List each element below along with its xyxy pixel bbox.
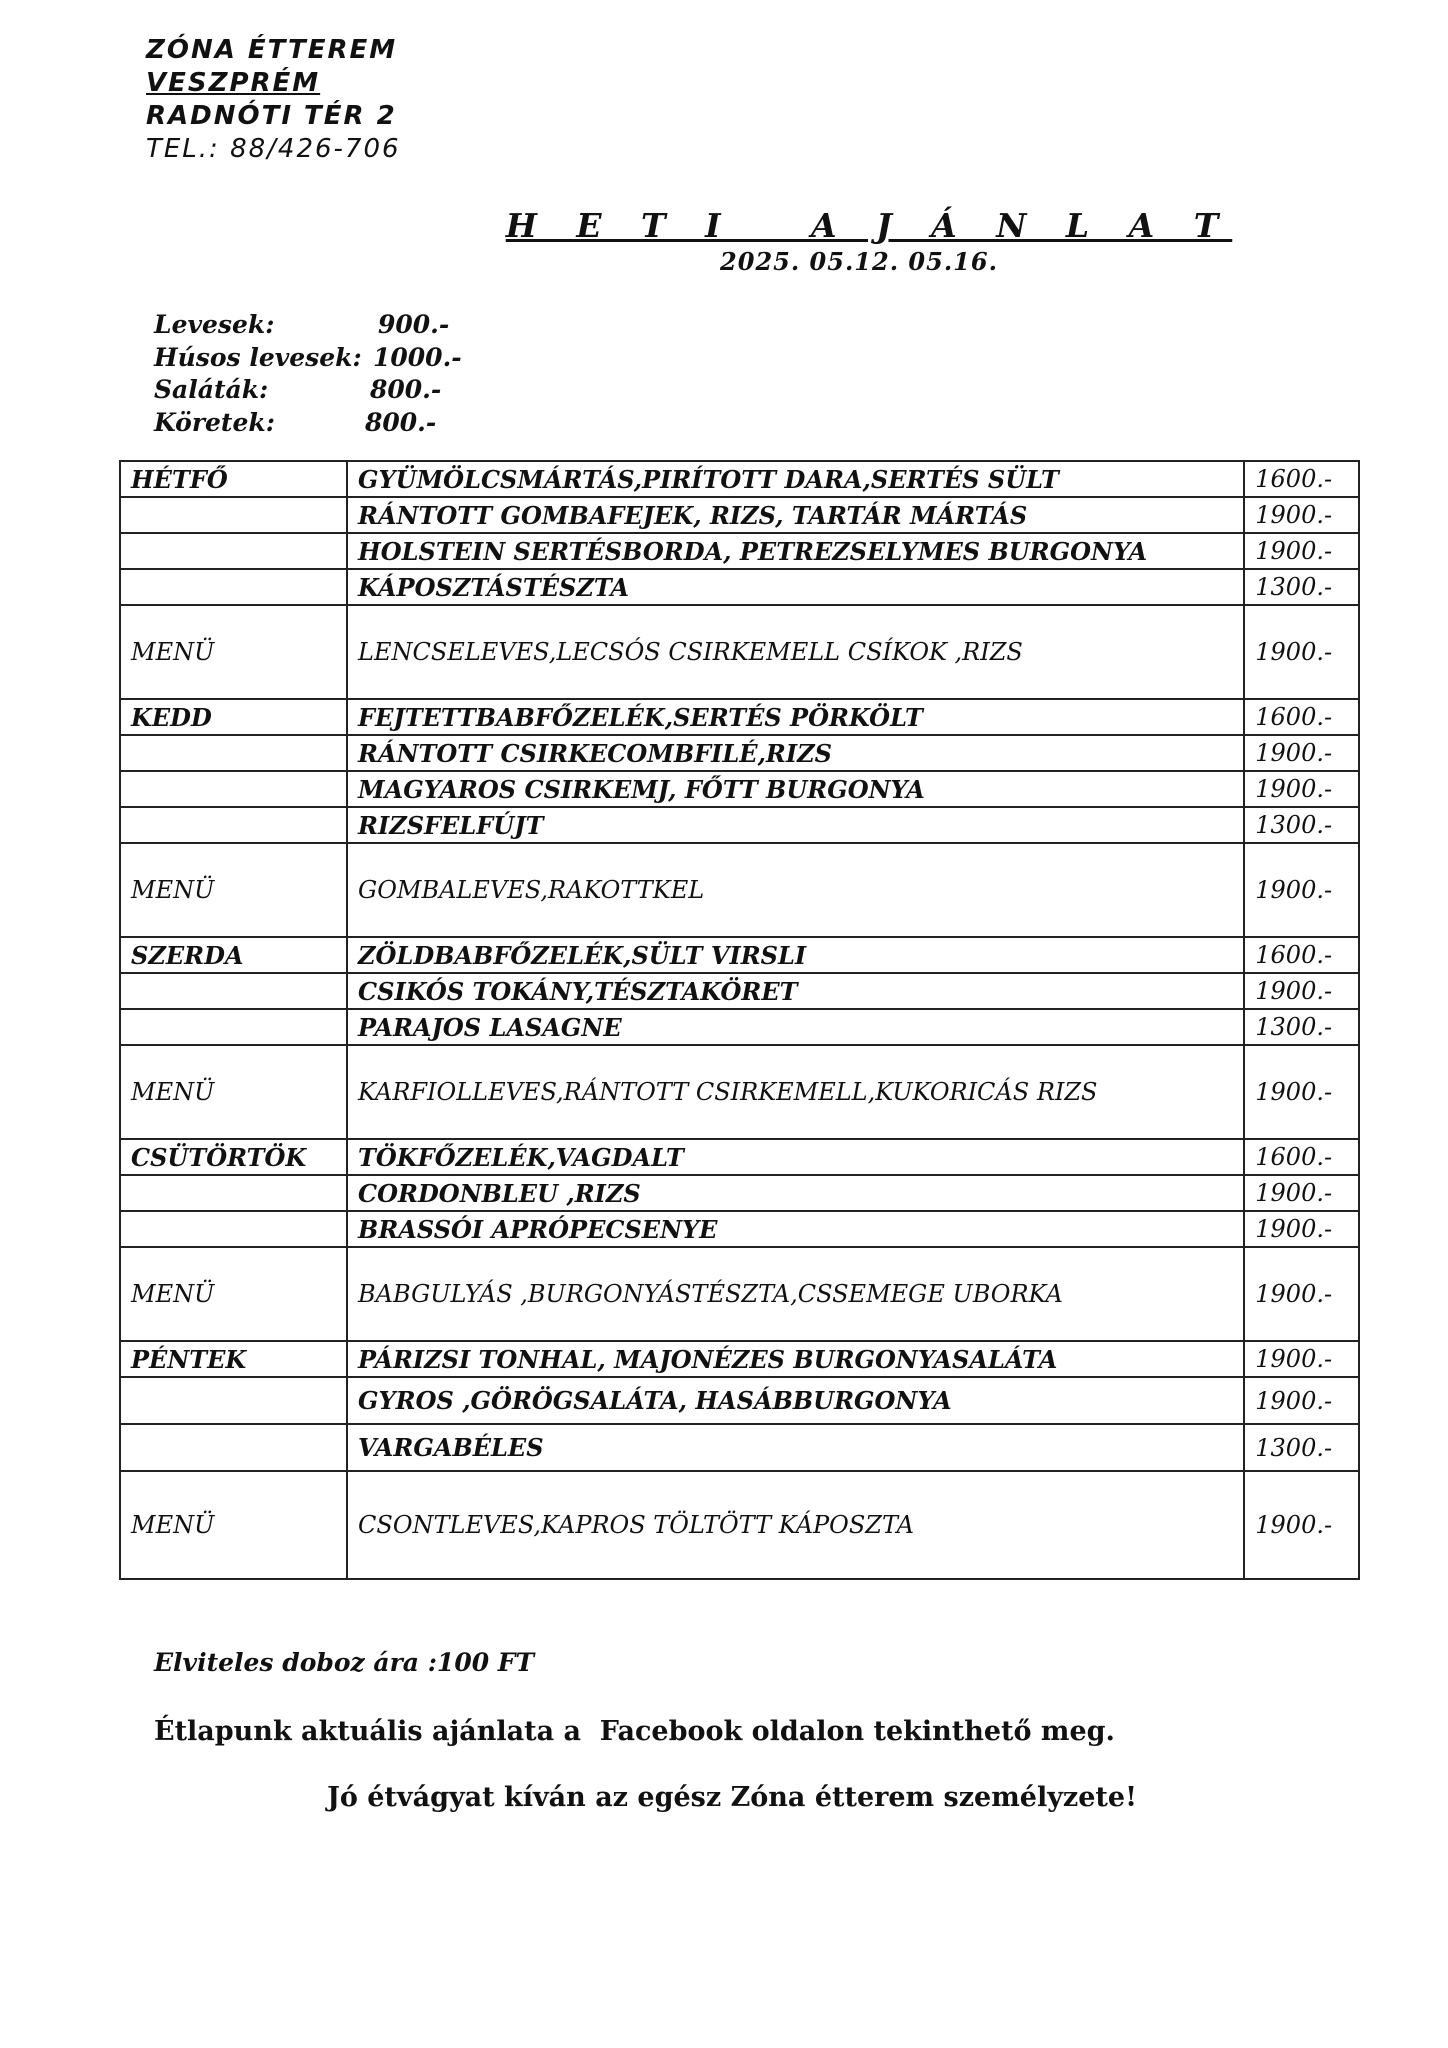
menu-price: 1900.- xyxy=(1244,1247,1359,1341)
dish-price: 1900.- xyxy=(1244,771,1359,807)
dish-price: 1900.- xyxy=(1244,1341,1359,1377)
day-cell-empty xyxy=(120,771,347,807)
table-row xyxy=(120,1377,1359,1424)
restaurant-city: VESZPRÉM xyxy=(146,68,321,98)
day-name: KEDD xyxy=(120,699,347,735)
base-price-label: Köretek: xyxy=(154,407,275,437)
table-row xyxy=(120,973,1359,1009)
table-row xyxy=(120,699,1359,735)
dish-price: 1600.- xyxy=(1244,1139,1359,1175)
day-cell-empty xyxy=(120,569,347,605)
dish-price: 1900.- xyxy=(1244,1377,1359,1424)
restaurant-header xyxy=(146,34,401,166)
dish-name: KÁPOSZTÁSTÉSZTA xyxy=(347,569,1244,605)
table-row xyxy=(120,937,1359,973)
menu-label: MENÜ xyxy=(120,843,347,937)
day-cell-empty xyxy=(120,735,347,771)
day-cell-empty xyxy=(120,1175,347,1211)
base-price-label: Saláták: xyxy=(154,375,269,404)
dish-name: RÁNTOTT CSIRKECOMBFILÉ,RIZS xyxy=(347,735,1244,771)
dish-name: RIZSFELFÚJT xyxy=(347,807,1244,843)
dish-name: HOLSTEIN SERTÉSBORDA, PETREZSELYMES BURGONYA xyxy=(347,533,1244,569)
weekly-menu-table xyxy=(119,460,1360,1580)
dish-price: 1300.- xyxy=(1244,569,1359,605)
table-row xyxy=(120,1211,1359,1247)
table-row xyxy=(120,569,1359,605)
dish-price: 1900.- xyxy=(1244,497,1359,533)
dish-price: 1900.- xyxy=(1244,1211,1359,1247)
dish-price: 1300.- xyxy=(1244,1009,1359,1045)
menu-row xyxy=(120,1247,1359,1341)
day-cell-empty xyxy=(120,497,347,533)
menu-label: MENÜ xyxy=(120,605,347,699)
dish-name: PARAJOS LASAGNE xyxy=(347,1009,1244,1045)
menu-label: MENÜ xyxy=(120,1045,347,1139)
dish-price: 1300.- xyxy=(1244,807,1359,843)
dish-price: 1600.- xyxy=(1244,937,1359,973)
dish-name: CORDONBLEU ,RIZS xyxy=(347,1175,1244,1211)
base-price-value: 800.- xyxy=(370,375,442,404)
table-row xyxy=(120,497,1359,533)
menu-dish: LENCSELEVES,LECSÓS CSIRKEMELL CSÍKOK ,RIZS xyxy=(347,605,1244,699)
menu-dish: CSONTLEVES,KAPROS TÖLTÖTT KÁPOSZTA xyxy=(347,1471,1244,1579)
day-cell-empty xyxy=(120,973,347,1009)
table-row xyxy=(120,1424,1359,1471)
closing-note: Jó étvágyat kíván az egész Zóna étterem személyzete! xyxy=(327,1782,1137,1813)
dish-name: TÖKFŐZELÉK,VAGDALT xyxy=(347,1139,1244,1175)
base-price-label: Húsos levesek: xyxy=(154,342,362,372)
menu-row xyxy=(120,1045,1359,1139)
dish-name: GYÜMÖLCSMÁRTÁS,PIRÍTOTT DARA,SERTÉS SÜLT xyxy=(347,461,1244,497)
table-row xyxy=(120,1175,1359,1211)
table-row xyxy=(120,461,1359,497)
menu-price: 1900.- xyxy=(1244,1045,1359,1139)
day-name: CSÜTÖRTÖK xyxy=(120,1139,347,1175)
day-cell-empty xyxy=(120,533,347,569)
table-row xyxy=(120,771,1359,807)
day-cell-empty xyxy=(120,1211,347,1247)
table-row xyxy=(120,735,1359,771)
dish-name: CSIKÓS TOKÁNY,TÉSZTAKÖRET xyxy=(347,973,1244,1009)
dish-price: 1900.- xyxy=(1244,735,1359,771)
dish-name: ZÖLDBABFŐZELÉK,SÜLT VIRSLI xyxy=(347,937,1244,973)
dish-price: 1900.- xyxy=(1244,1175,1359,1211)
menu-dish: BABGULYÁS ,BURGONYÁSTÉSZTA,CSSEMEGE UBORKA xyxy=(347,1247,1244,1341)
base-price-value: 1000.- xyxy=(373,342,462,372)
day-cell-empty xyxy=(120,1377,347,1424)
restaurant-name: ZÓNA ÉTTEREM xyxy=(146,35,398,65)
dish-name: BRASSÓI APRÓPECSENYE xyxy=(347,1211,1244,1247)
menu-row xyxy=(120,605,1359,699)
day-cell-empty xyxy=(120,1009,347,1045)
menu-dish: GOMBALEVES,RAKOTTKEL xyxy=(347,843,1244,937)
dish-name: GYROS ,GÖRÖGSALÁTA, HASÁBBURGONYA xyxy=(347,1377,1244,1424)
dish-name: VARGABÉLES xyxy=(347,1424,1244,1471)
menu-row xyxy=(120,843,1359,937)
dish-name: FEJTETTBABFŐZELÉK,SERTÉS PÖRKÖLT xyxy=(347,699,1244,735)
table-row xyxy=(120,1009,1359,1045)
table-row xyxy=(120,1341,1359,1377)
dish-price: 1300.- xyxy=(1244,1424,1359,1471)
page-title: H E T I A J Á N L A T xyxy=(505,206,1233,245)
base-price-value: 800.- xyxy=(365,407,437,437)
restaurant-phone: TEL.: 88/426-706 xyxy=(146,134,401,164)
dish-name: RÁNTOTT GOMBAFEJEK, RIZS, TARTÁR MÁRTÁS xyxy=(347,497,1244,533)
menu-row xyxy=(120,1471,1359,1579)
table-row xyxy=(120,807,1359,843)
base-price-value: 900.- xyxy=(378,310,450,339)
menu-price: 1900.- xyxy=(1244,605,1359,699)
dish-name: PÁRIZSI TONHAL, MAJONÉZES BURGONYASALÁTA xyxy=(347,1341,1244,1377)
menu-label: MENÜ xyxy=(120,1471,347,1579)
menu-label: MENÜ xyxy=(120,1247,347,1341)
day-cell-empty xyxy=(120,807,347,843)
dish-price: 1600.- xyxy=(1244,699,1359,735)
restaurant-address: RADNÓTI TÉR 2 xyxy=(146,101,397,131)
menu-dish: KARFIOLLEVES,RÁNTOTT CSIRKEMELL,KUKORICÁS RIZS xyxy=(347,1045,1244,1139)
facebook-note: Étlapunk aktuális ajánlata a Facebook oldalon tekinthető meg. xyxy=(154,1716,1115,1747)
day-cell-empty xyxy=(120,1424,347,1471)
day-name: HÉTFŐ xyxy=(120,461,347,497)
weekly-offer-title xyxy=(0,206,1448,276)
table-row xyxy=(120,533,1359,569)
menu-price: 1900.- xyxy=(1244,1471,1359,1579)
takeaway-note: Elviteles doboz ára :100 FT xyxy=(154,1648,535,1677)
offer-dates: 2025. 05.12. 05.16. xyxy=(720,247,998,276)
dish-name: MAGYAROS CSIRKEMJ, FŐTT BURGONYA xyxy=(347,771,1244,807)
day-name: PÉNTEK xyxy=(120,1341,347,1377)
day-name: SZERDA xyxy=(120,937,347,973)
base-price-label: Levesek: xyxy=(154,310,275,339)
table-row xyxy=(120,1139,1359,1175)
dish-price: 1600.- xyxy=(1244,461,1359,497)
menu-price: 1900.- xyxy=(1244,843,1359,937)
dish-price: 1900.- xyxy=(1244,533,1359,569)
dish-price: 1900.- xyxy=(1244,973,1359,1009)
